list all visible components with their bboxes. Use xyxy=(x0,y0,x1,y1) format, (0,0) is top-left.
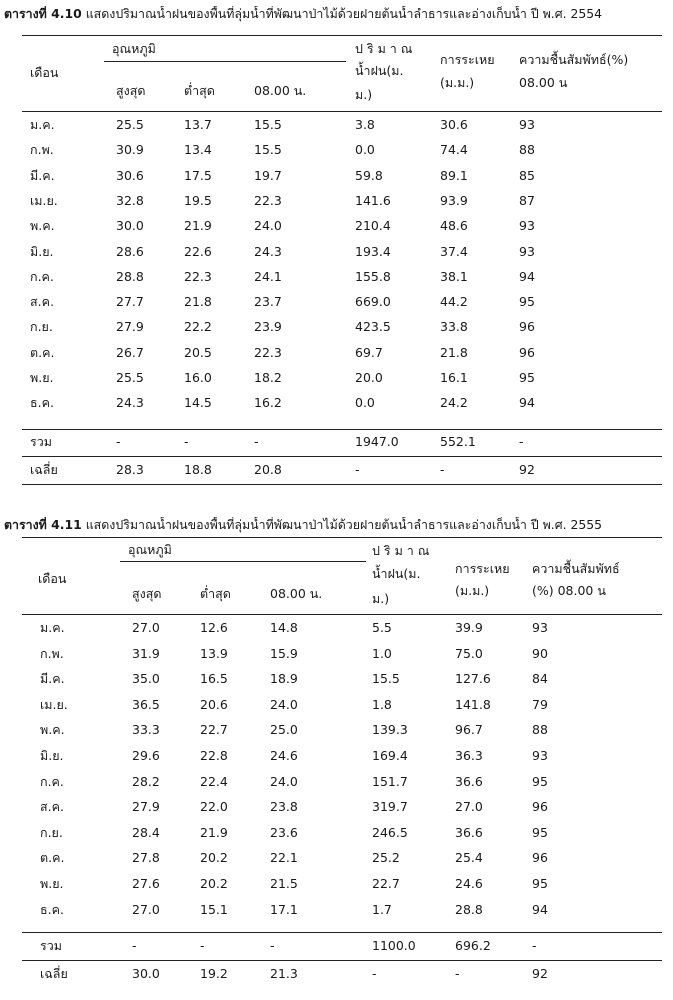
header-temperature: อุณหภูมิ xyxy=(128,542,172,557)
table-caption xyxy=(4,517,669,533)
cell-rain: 0.0 xyxy=(355,142,375,158)
cell-month: เฉลี่ย xyxy=(40,966,68,981)
cell-t0800: 23.9 xyxy=(254,319,282,335)
cell-humidity: 93 xyxy=(519,117,535,132)
cell-max: 27.7 xyxy=(116,294,144,310)
cell-min: 21.8 xyxy=(184,294,212,310)
cell-rain: 1.0 xyxy=(372,645,392,661)
cell-max: 30.0 xyxy=(116,218,144,234)
cell-rain: 5.5 xyxy=(372,620,392,635)
cell-evap: 141.8 xyxy=(455,696,491,712)
cell-evap: 93.9 xyxy=(440,192,468,208)
cell-month: มิ.ย. xyxy=(30,243,54,259)
cell-month: รวม xyxy=(40,938,62,953)
cell-min: 16.5 xyxy=(200,671,228,687)
header-min: ต่ำสุด xyxy=(184,83,215,98)
cell-t0800: - xyxy=(254,434,259,449)
cell-rain: 139.3 xyxy=(372,722,408,738)
cell-rain: - xyxy=(372,966,377,981)
table-title: แสดงปริมาณน้ำฝนของพื้นที่ลุ่มน้ำที่พัฒนาป่าไม้ด้วยฝายต้นน้ำลำธารและอ่างเก็บน้ำ ปี พ.ศ. 2555 xyxy=(85,517,603,532)
cell-t0800: 24.3 xyxy=(254,243,282,259)
cell-rain: 25.2 xyxy=(372,850,400,866)
cell-min: 22.7 xyxy=(200,722,228,738)
header-rain-line1: ป ริ ม า ณ xyxy=(372,543,430,558)
cell-t0800: 24.6 xyxy=(270,748,298,763)
cell-evap: 96.7 xyxy=(455,722,483,738)
cell-rain: 141.6 xyxy=(355,192,391,208)
cell-t0800: 16.2 xyxy=(254,395,282,411)
cell-min: 18.8 xyxy=(184,462,212,477)
table-label: ตารางที่ 4.10 xyxy=(4,6,82,21)
cell-humidity: 84 xyxy=(532,671,548,687)
cell-month: ม.ค. xyxy=(40,620,65,635)
cell-evap: 44.2 xyxy=(440,294,468,310)
header-evap-line1: การระเหย xyxy=(455,561,510,576)
table-caption xyxy=(4,6,669,22)
cell-humidity: 93 xyxy=(519,243,535,259)
average-rule xyxy=(22,960,662,961)
cell-max: 30.9 xyxy=(116,142,144,158)
cell-humidity: 79 xyxy=(532,696,548,712)
cell-rain: 169.4 xyxy=(372,748,408,763)
cell-evap: 75.0 xyxy=(455,645,483,661)
cell-humidity: 94 xyxy=(519,395,535,411)
cell-min: 22.4 xyxy=(200,773,228,789)
cell-evap: 74.4 xyxy=(440,142,468,158)
cell-t0800: 25.0 xyxy=(270,722,298,738)
cell-humidity: 94 xyxy=(532,901,548,917)
header-evap-line2: (ม.ม.) xyxy=(455,583,490,598)
cell-rain: 155.8 xyxy=(355,268,391,284)
cell-t0800: 24.0 xyxy=(270,773,298,789)
table-top-rule xyxy=(22,537,662,538)
cell-min: 22.0 xyxy=(200,799,228,815)
cell-humidity: 93 xyxy=(532,748,548,763)
cell-min: 14.5 xyxy=(184,395,212,411)
cell-evap: 36.6 xyxy=(455,773,483,789)
cell-evap: 38.1 xyxy=(440,268,468,284)
cell-humidity: 85 xyxy=(519,167,535,183)
header-min: ต่ำสุด xyxy=(200,586,231,601)
cell-min: 21.9 xyxy=(200,824,228,840)
cell-month: เม.ย. xyxy=(40,696,68,712)
cell-month: ก.พ. xyxy=(30,142,54,158)
cell-max: 29.6 xyxy=(132,748,160,763)
cell-t0800: 19.7 xyxy=(254,167,282,183)
cell-month: รวม xyxy=(30,434,52,449)
cell-rain: 669.0 xyxy=(355,294,391,310)
temperature-group-rule xyxy=(104,61,346,62)
cell-evap: 30.6 xyxy=(440,117,468,132)
cell-humidity: 94 xyxy=(519,268,535,284)
cell-month: ส.ค. xyxy=(30,294,54,310)
header-rain-line2: น้ำฝน(ม. xyxy=(355,63,404,78)
cell-humidity: 95 xyxy=(519,294,535,310)
cell-month: มิ.ย. xyxy=(40,748,64,763)
cell-min: 17.5 xyxy=(184,167,212,183)
cell-min: 22.2 xyxy=(184,319,212,335)
header-max: สูงสุด xyxy=(132,586,162,601)
cell-t0800: 23.6 xyxy=(270,824,298,840)
header-bottom-rule xyxy=(22,111,662,112)
cell-t0800: 22.3 xyxy=(254,344,282,360)
cell-max: 27.0 xyxy=(132,620,160,635)
cell-max: 27.0 xyxy=(132,901,160,917)
cell-rain: 1.8 xyxy=(372,696,392,712)
cell-max: 28.3 xyxy=(116,462,144,477)
header-rain-line1: ป ริ ม า ณ xyxy=(355,41,413,56)
cell-max: 28.4 xyxy=(132,824,160,840)
cell-max: 27.9 xyxy=(116,319,144,335)
cell-rain: 59.8 xyxy=(355,167,383,183)
header-0800: 08.00 น. xyxy=(270,586,323,601)
cell-evap: 37.4 xyxy=(440,243,468,259)
cell-month: มี.ค. xyxy=(40,671,65,687)
cell-month: ต.ค. xyxy=(40,850,65,866)
cell-min: 21.9 xyxy=(184,218,212,234)
header-temperature: อุณหภูมิ xyxy=(112,41,156,56)
cell-month: พ.ย. xyxy=(40,876,64,891)
cell-month: พ.ค. xyxy=(40,722,65,738)
cell-month: ม.ค. xyxy=(30,117,55,132)
cell-max: 27.9 xyxy=(132,799,160,815)
cell-max: 33.3 xyxy=(132,722,160,738)
cell-t0800: 15.5 xyxy=(254,117,282,132)
cell-min: 15.1 xyxy=(200,901,228,917)
cell-evap: 36.6 xyxy=(455,824,483,840)
cell-max: - xyxy=(116,434,121,449)
cell-month: ก.ค. xyxy=(30,268,54,284)
cell-min: 16.0 xyxy=(184,370,212,385)
cell-month: ก.ย. xyxy=(40,824,63,840)
header-evap-line2: (ม.ม.) xyxy=(440,75,475,90)
header-rain-line3: ม.) xyxy=(355,87,373,102)
cell-month: ต.ค. xyxy=(30,344,55,360)
cell-max: 32.8 xyxy=(116,192,144,208)
header-evap-line1: การระเหย xyxy=(440,52,495,67)
cell-evap: 24.6 xyxy=(455,876,483,891)
cell-max: 36.5 xyxy=(132,696,160,712)
cell-evap: 696.2 xyxy=(455,938,491,953)
cell-max: 28.6 xyxy=(116,243,144,259)
cell-humidity: 95 xyxy=(532,773,548,789)
cell-t0800: 18.2 xyxy=(254,370,282,385)
cell-min: 20.6 xyxy=(200,696,228,712)
cell-min: 13.4 xyxy=(184,142,212,158)
cell-humidity: 92 xyxy=(532,966,548,981)
cell-month: พ.ย. xyxy=(30,370,54,385)
cell-rain: 319.7 xyxy=(372,799,408,815)
cell-rain: 151.7 xyxy=(372,773,408,789)
header-max: สูงสุด xyxy=(116,83,146,98)
cell-evap: 27.0 xyxy=(455,799,483,815)
cell-t0800: - xyxy=(270,938,275,953)
cell-min: 22.6 xyxy=(184,243,212,259)
header-month: เดือน xyxy=(38,571,67,586)
cell-t0800: 24.0 xyxy=(270,696,298,712)
cell-month: เม.ย. xyxy=(30,192,58,208)
cell-evap: 39.9 xyxy=(455,620,483,635)
cell-rain: - xyxy=(355,462,360,477)
cell-humidity: 96 xyxy=(519,319,535,335)
cell-month: มี.ค. xyxy=(30,167,55,183)
cell-t0800: 21.5 xyxy=(270,876,298,891)
cell-t0800: 24.0 xyxy=(254,218,282,234)
cell-evap: 33.8 xyxy=(440,319,468,335)
cell-evap: 48.6 xyxy=(440,218,468,234)
cell-humidity: 95 xyxy=(532,824,548,840)
cell-min: 22.3 xyxy=(184,268,212,284)
header-rain-line2: น้ำฝน(ม. xyxy=(372,566,421,581)
header-month: เดือน xyxy=(30,65,59,80)
cell-humidity: 95 xyxy=(532,876,548,891)
cell-t0800: 20.8 xyxy=(254,462,282,477)
header-bottom-rule xyxy=(22,614,662,615)
cell-rain: 1947.0 xyxy=(355,434,399,449)
header-humidity-line1: ความชื้นสัมพัทธ์(%) xyxy=(519,52,629,67)
header-0800: 08.00 น. xyxy=(254,83,307,98)
cell-month: พ.ค. xyxy=(30,218,55,234)
cell-max: 27.6 xyxy=(132,876,160,891)
cell-month: ก.ย. xyxy=(30,319,53,335)
cell-humidity: 92 xyxy=(519,462,535,477)
cell-t0800: 22.3 xyxy=(254,192,282,208)
cell-t0800: 23.8 xyxy=(270,799,298,815)
cell-rain: 210.4 xyxy=(355,218,391,234)
cell-min: 20.2 xyxy=(200,850,228,866)
cell-evap: - xyxy=(440,462,445,477)
cell-rain: 3.8 xyxy=(355,117,375,132)
cell-min: 20.2 xyxy=(200,876,228,891)
cell-month: ส.ค. xyxy=(40,799,64,815)
cell-humidity: 87 xyxy=(519,192,535,208)
cell-max: 28.2 xyxy=(132,773,160,789)
cell-rain: 423.5 xyxy=(355,319,391,335)
cell-t0800: 15.9 xyxy=(270,645,298,661)
cell-t0800: 23.7 xyxy=(254,294,282,310)
cell-evap: 36.3 xyxy=(455,748,483,763)
cell-humidity: 95 xyxy=(519,370,535,385)
cell-t0800: 24.1 xyxy=(254,268,282,284)
cell-rain: 0.0 xyxy=(355,395,375,411)
cell-rain: 15.5 xyxy=(372,671,400,687)
cell-humidity: - xyxy=(532,938,537,953)
cell-evap: 552.1 xyxy=(440,434,476,449)
cell-evap: 21.8 xyxy=(440,344,468,360)
total-rule xyxy=(22,932,662,933)
cell-rain: 69.7 xyxy=(355,344,383,360)
cell-rain: 20.0 xyxy=(355,370,383,385)
cell-month: ธ.ค. xyxy=(40,901,64,917)
cell-humidity: 88 xyxy=(519,142,535,158)
cell-month: ก.พ. xyxy=(40,645,64,661)
cell-evap: 127.6 xyxy=(455,671,491,687)
cell-evap: - xyxy=(455,966,460,981)
total-rule xyxy=(22,429,662,430)
cell-humidity: 96 xyxy=(532,799,548,815)
cell-min: 19.2 xyxy=(200,966,228,981)
cell-max: - xyxy=(132,938,137,953)
table-top-rule xyxy=(22,35,662,36)
cell-t0800: 17.1 xyxy=(270,901,298,917)
cell-rain: 1.7 xyxy=(372,901,392,917)
cell-min: 12.6 xyxy=(200,620,228,635)
table-title: แสดงปริมาณน้ำฝนของพื้นที่ลุ่มน้ำที่พัฒนาป่าไม้ด้วยฝายต้นน้ำลำธารและอ่างเก็บน้ำ ปี พ.ศ. 2554 xyxy=(85,6,603,21)
cell-max: 31.9 xyxy=(132,645,160,661)
cell-max: 24.3 xyxy=(116,395,144,411)
cell-t0800: 21.3 xyxy=(270,966,298,981)
cell-humidity: 90 xyxy=(532,645,548,661)
cell-month: ก.ค. xyxy=(40,773,64,789)
cell-evap: 24.2 xyxy=(440,395,468,411)
cell-min: 13.9 xyxy=(200,645,228,661)
cell-rain: 1100.0 xyxy=(372,938,416,953)
cell-max: 28.8 xyxy=(116,268,144,284)
cell-min: - xyxy=(200,938,205,953)
cell-min: 13.7 xyxy=(184,117,212,132)
cell-rain: 193.4 xyxy=(355,243,391,259)
cell-min: 22.8 xyxy=(200,748,228,763)
cell-humidity: 96 xyxy=(532,850,548,866)
cell-max: 30.0 xyxy=(132,966,160,981)
cell-min: 19.5 xyxy=(184,192,212,208)
header-humidity-line2: 08.00 น xyxy=(519,75,568,90)
cell-min: 20.5 xyxy=(184,344,212,360)
cell-evap: 28.8 xyxy=(455,901,483,917)
cell-evap: 16.1 xyxy=(440,370,468,385)
cell-t0800: 15.5 xyxy=(254,142,282,158)
header-humidity-line1: ความชื้นสัมพัทธ์ xyxy=(532,561,620,576)
cell-min: - xyxy=(184,434,189,449)
cell-month: ธ.ค. xyxy=(30,395,54,411)
cell-month: เฉลี่ย xyxy=(30,462,58,477)
cell-t0800: 18.9 xyxy=(270,671,298,687)
cell-max: 27.8 xyxy=(132,850,160,866)
table-bottom-rule xyxy=(22,484,662,485)
cell-humidity: 96 xyxy=(519,344,535,360)
cell-evap: 89.1 xyxy=(440,167,468,183)
cell-t0800: 22.1 xyxy=(270,850,298,866)
cell-t0800: 14.8 xyxy=(270,620,298,635)
cell-humidity: 93 xyxy=(519,218,535,234)
cell-max: 35.0 xyxy=(132,671,160,687)
average-rule xyxy=(22,456,662,457)
cell-max: 30.6 xyxy=(116,167,144,183)
cell-max: 25.5 xyxy=(116,117,144,132)
cell-rain: 22.7 xyxy=(372,876,400,891)
header-rain-line3: ม.) xyxy=(372,591,390,606)
cell-humidity: 88 xyxy=(532,722,548,738)
cell-humidity: 93 xyxy=(532,620,548,635)
cell-rain: 246.5 xyxy=(372,824,408,840)
temperature-group-rule xyxy=(120,561,366,562)
header-humidity-line2: (%) 08.00 น xyxy=(532,583,606,598)
cell-humidity: - xyxy=(519,434,524,449)
table-label: ตารางที่ 4.11 xyxy=(4,517,82,532)
cell-evap: 25.4 xyxy=(455,850,483,866)
cell-max: 26.7 xyxy=(116,344,144,360)
cell-max: 25.5 xyxy=(116,370,144,385)
